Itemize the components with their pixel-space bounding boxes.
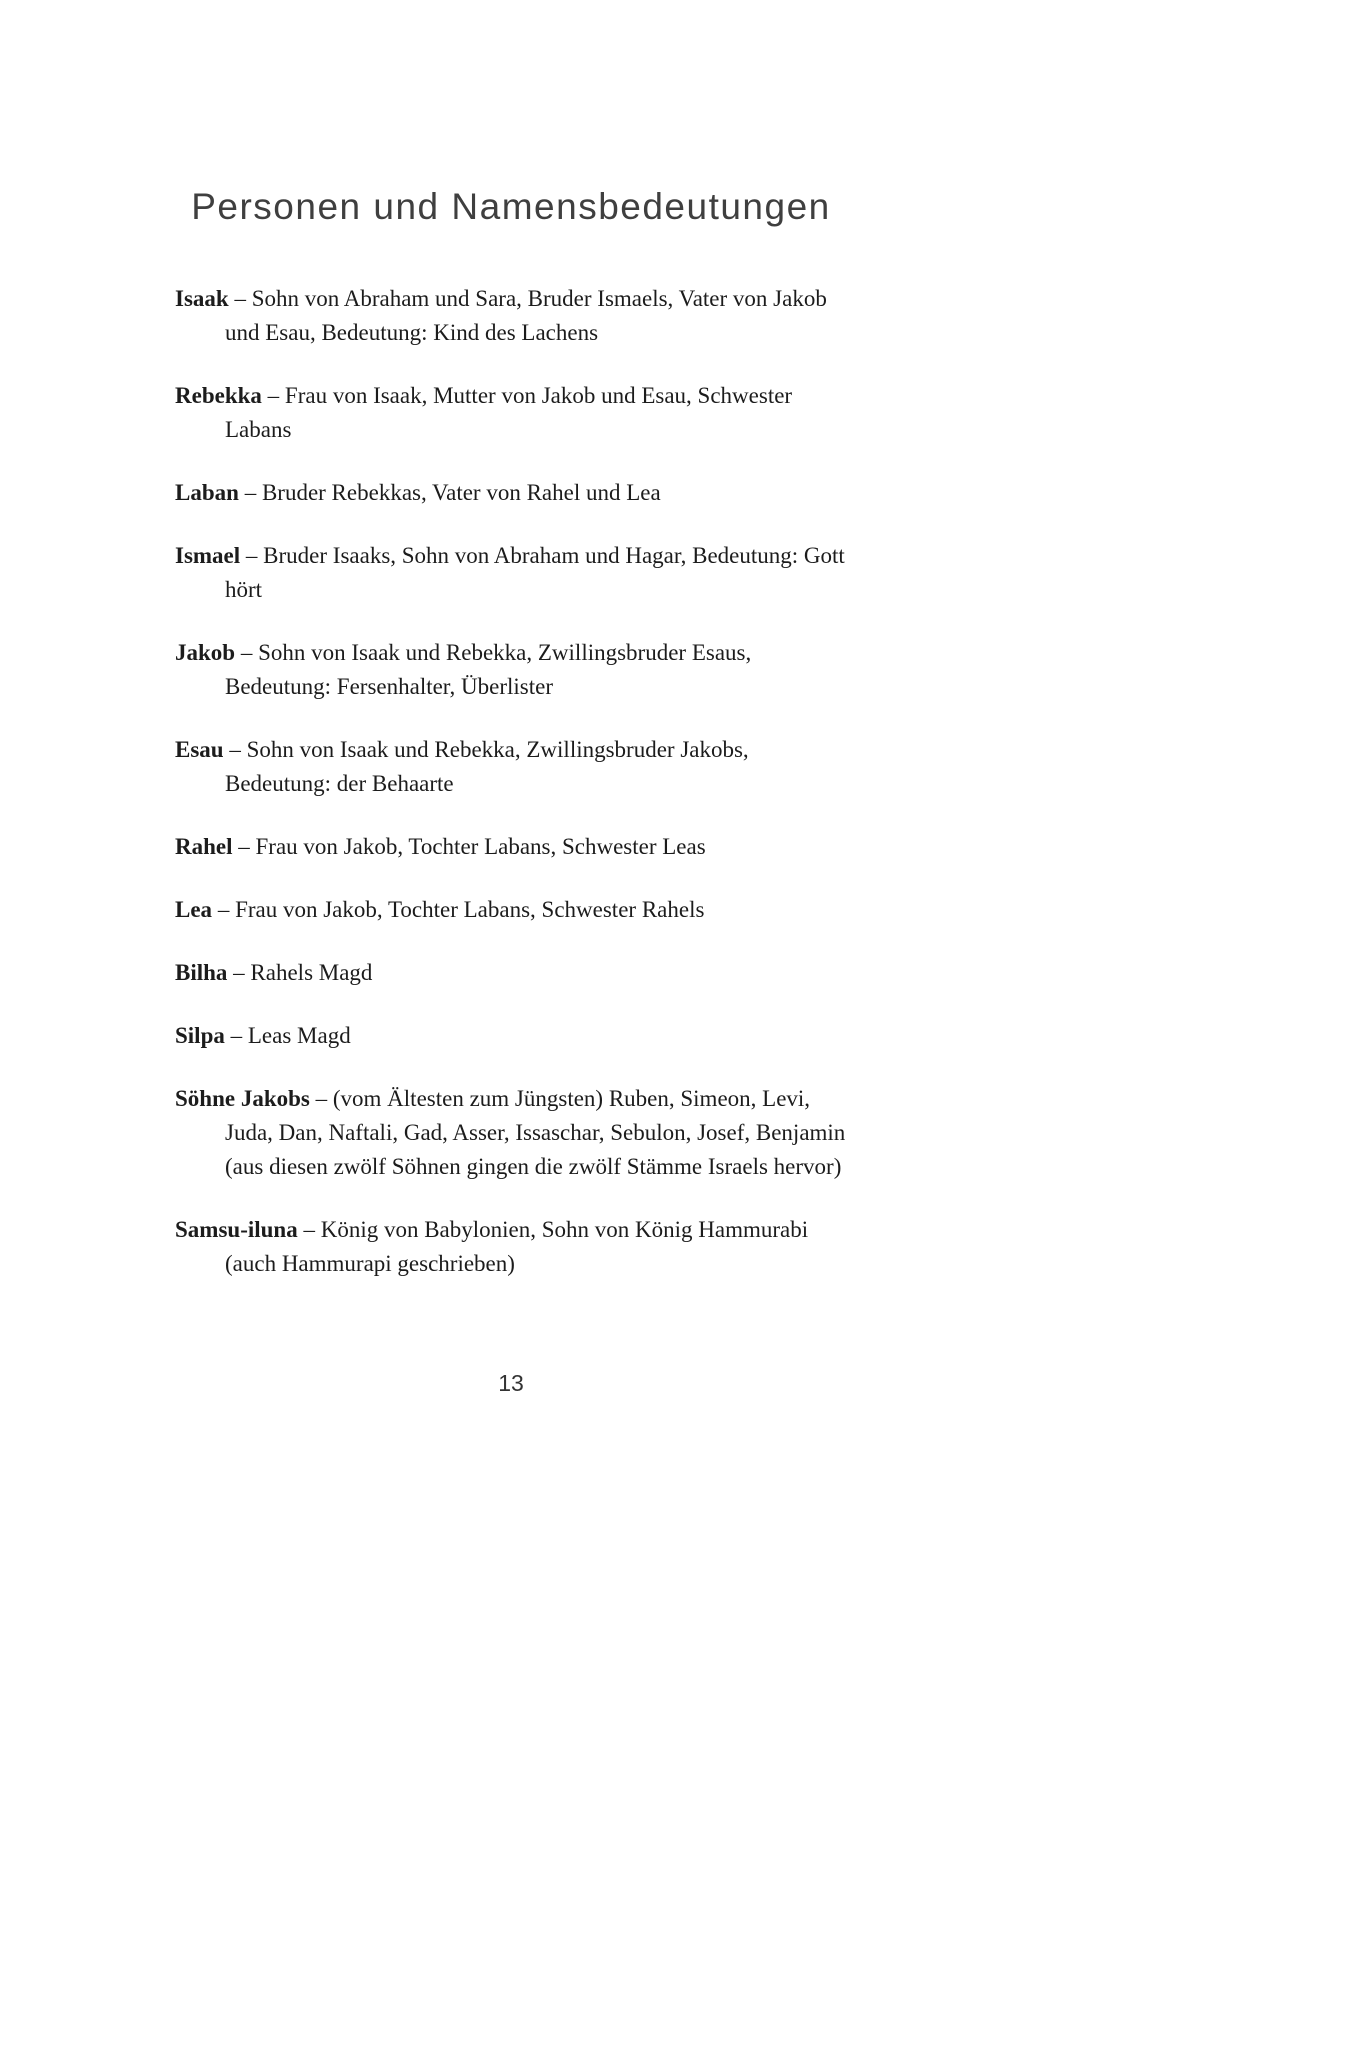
entry-name: Samsu-iluna: [175, 1217, 298, 1242]
entry-description: (vom Ältesten zum Jüngsten) Ruben, Simeon, Levi, Juda, Dan, Naftali, Gad, Asser, Issaschar, Sebulon, Josef, Benjamin (aus diesen zwölf Söhnen gingen die zwölf Stämme Israels hervor): [225, 1086, 846, 1179]
entry-name: Rebekka: [175, 383, 262, 408]
entry-separator: –: [238, 480, 262, 505]
entry-name: Jakob: [175, 640, 236, 665]
glossary-entry: [175, 539, 847, 607]
glossary-entry: [175, 1082, 847, 1184]
glossary-entry: [175, 1213, 847, 1281]
entry-description: König von Babylonien, Sohn von König Hammurabi (auch Hammurapi geschrieben): [225, 1217, 809, 1276]
entry-separator: –: [235, 640, 259, 665]
page-number: 13: [498, 1370, 524, 1396]
glossary-entry: [175, 733, 847, 801]
entry-name: Laban: [175, 480, 239, 505]
entry-separator: –: [240, 543, 264, 568]
glossary-entry: [175, 1019, 847, 1053]
glossary-entry: [175, 830, 847, 864]
entry-name: Isaak: [175, 286, 229, 311]
entry-separator: –: [228, 286, 252, 311]
entry-name: Bilha: [175, 960, 228, 985]
entry-description: Sohn von Isaak und Rebekka, Zwillingsbruder Esaus, Bedeutung: Fersenhalter, Überlister: [225, 640, 752, 699]
entry-separator: –: [232, 834, 256, 859]
entry-separator: –: [212, 897, 236, 922]
glossary-entry: [175, 282, 847, 350]
entries-list: [175, 282, 847, 1281]
glossary-entry: [175, 636, 847, 704]
entry-description: Rahels Magd: [250, 960, 373, 985]
entry-name: Silpa: [175, 1023, 225, 1048]
page-content: [175, 186, 847, 1281]
glossary-entry: [175, 956, 847, 990]
entry-separator: –: [224, 1023, 248, 1048]
entry-separator: –: [309, 1086, 333, 1111]
entry-separator: –: [297, 1217, 321, 1242]
entry-description: Sohn von Isaak und Rebekka, Zwillingsbruder Jakobs, Bedeutung: der Behaarte: [225, 737, 749, 796]
glossary-entry: [175, 476, 847, 510]
page-title: Personen und Namensbedeutungen: [191, 186, 831, 227]
entry-description: Frau von Jakob, Tochter Labans, Schwester Rahels: [235, 897, 705, 922]
entry-description: Sohn von Abraham und Sara, Bruder Ismaels, Vater von Jakob und Esau, Bedeutung: Kind des Lachens: [225, 286, 827, 345]
entry-separator: –: [261, 383, 285, 408]
glossary-entry: [175, 893, 847, 927]
entry-description: Frau von Jakob, Tochter Labans, Schwester Leas: [255, 834, 706, 859]
entry-name: Söhne Jakobs: [175, 1086, 310, 1111]
entry-description: Bruder Isaaks, Sohn von Abraham und Hagar, Bedeutung: Gott hört: [225, 543, 845, 602]
entry-name: Lea: [175, 897, 213, 922]
entry-description: Leas Magd: [247, 1023, 351, 1048]
entry-separator: –: [223, 737, 247, 762]
entry-separator: –: [227, 960, 251, 985]
entry-description: Frau von Isaak, Mutter von Jakob und Esau, Schwester Labans: [225, 383, 793, 442]
glossary-entry: [175, 379, 847, 447]
entry-description: Bruder Rebekkas, Vater von Rahel und Lea: [261, 480, 661, 505]
entry-name: Ismael: [175, 543, 241, 568]
entry-name: Esau: [175, 737, 224, 762]
entry-name: Rahel: [175, 834, 233, 859]
